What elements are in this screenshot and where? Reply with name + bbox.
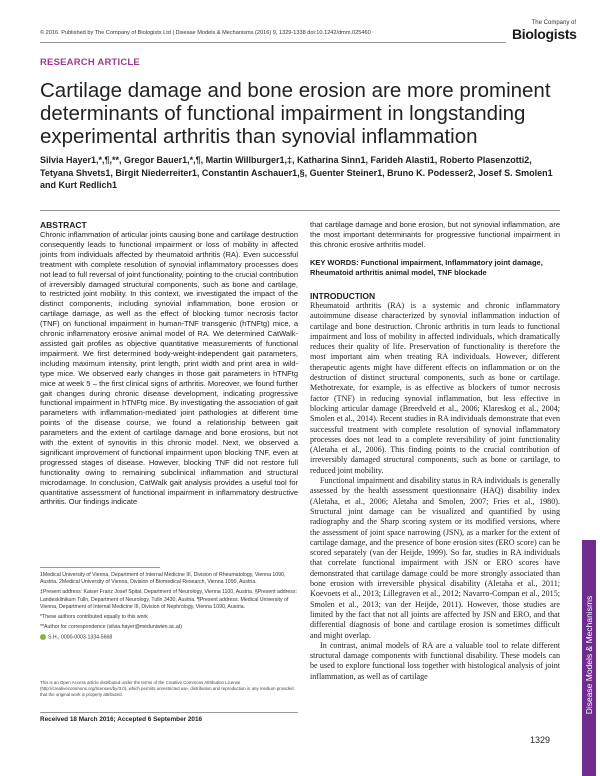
publisher-logo xyxy=(512,20,576,46)
received-rule xyxy=(40,712,298,713)
abstract-continuation: that cartilage damage and bone erosion, but not synovial inflammation, are the most important determinants for progressive functional impairment in this chronic erosive arthritis model. xyxy=(310,220,560,249)
introduction-heading: INTRODUCTION xyxy=(310,291,376,301)
sidebar-label-wrap xyxy=(582,540,596,776)
header-rule xyxy=(40,42,506,43)
article-title: Cartilage damage and bone erosion are more prominent determinants of functional impairment in longstanding experimental arthritis than synovial inflammation xyxy=(40,79,551,148)
logo-line-1: The Company of xyxy=(531,20,576,26)
logo-line-2: Biologists xyxy=(512,26,577,42)
footnote-rule xyxy=(40,567,160,568)
orcid-icon xyxy=(40,634,46,640)
orcid-line xyxy=(40,634,298,642)
equal-contribution-note: *These authors contributed equally to this work xyxy=(40,614,148,621)
received-dates: Received 18 March 2016; Accepted 6 September 2016 xyxy=(40,716,203,723)
abstract-heading: ABSTRACT xyxy=(40,220,87,230)
sidebar-label: Disease Models & Mechanisms xyxy=(584,595,594,715)
intro-paragraph-3: In contrast, animal models of RA are a valuable tool to relate different structural damage components with functional disability. These models can be used to explore functional loss together with histological analysis of joint inflammation, as well as of cartilage xyxy=(310,640,560,681)
intro-paragraph-1: Rheumatoid arthritis (RA) is a systemic and chronic inflammatory autoimmune disease characterized by synovial inflammation induction of cartilage and bone destruction. Chronic arthritis in turn leads to functional impairment and loss of mobility in affected individuals, which dramatically reduces their quality of life. Preservation of functionality is therefore the most important aim when treating RA individuals. However, different therapeutic agents might have different effects on inflammation or on the destruction of distinct structural components, such as bone or cartilage. Methotrexate, for example, is as effective as blockers of tumor necrosis factor (TNF) in reducing synovial inflammation, but less effective in blocking articular damage (Breedveld et al., 2006; Klareskog et al., 2004; Smolen et al., 2014). Recent studies in RA individuals demonstrate that even successful treatment with complete resolution of synovial inflammatory processes does not lead to a complete reversibility of joint functionality (Aletaha et al., 2006). This finding points to the crucial contribution of irreversibly damaged structural components, such as bone or cartilage, to reduced joint mobility. xyxy=(310,301,560,475)
present-addresses: ‡Present address: Kaiser Franz Josef Spital, Department of Neurology, Vienna 1100, Austria. §Present address: Landesklinikum Tulln, Department of Neurology, Tulln 3430, Austria. ¶Present address: Medical University of Vienna, Department of Internal Medicine III, Division of Nephrology, Vienna 1090, Austria. xyxy=(40,589,297,610)
author-list: Silvia Hayer1,*,¶,**, Gregor Bauer1,*,¶, Martin Willburger1,‡, Katharina Sinn1, Farideh Alasti1, Roberto Plasenzotti2, Tetyana Shvets1, Birgit Niederreiter1, Constantin Aschauer1,§, Guenter Steiner1, Bruno K. Podesser2, Josef S. Smolen1 and Kurt Redlich1 xyxy=(40,155,553,190)
section-label: RESEARCH ARTICLE xyxy=(40,57,140,68)
license-text: This is an Open Access article distributed under the terms of the Creative Commons Attribution License (http://creativecommons.org/licenses/by/3.0), which permits unrestricted use, distribution and reproduction in any medium provided that the original work is properly attributed. xyxy=(40,680,294,697)
footnotes xyxy=(40,572,298,645)
introduction-text xyxy=(310,301,560,682)
title-rule xyxy=(40,210,560,211)
keywords: KEY WORDS: Functional impairment, Inflammatory joint damage, Rheumatoid arthritis animal model, TNF blockade xyxy=(310,258,543,277)
correspondence-note: **Author for correspondence (silvia.hayer@meduniwien.ac.at) xyxy=(40,624,182,631)
orcid-text[interactable]: S.H., 0000-0003-1334-5668 xyxy=(48,634,113,641)
page-number: 1329 xyxy=(530,735,551,745)
abstract-text: Chronic inflammation of articular joints causing bone and cartilage destruction consequently leads to functional impairment or loss of mobility in affected joints from individuals affected by rheumatoid arthritis (RA). Even successful treatment with complete resolution of synovial inflammatory processes does not lead to full reversal of joint functionality, pointing to the crucial contribution of irreversibly damaged structural components, such as bone and cartilage, to restricted joint mobility. In this context, we investigated the impact of the distinct components, including synovial inflammation, bone erosion or cartilage damage, as well as the effect of blocking tumor necrosis factor (TNF) on functional impairment in human-TNF transgenic (hTNFtg) mice, a chronic inflammatory erosive animal model of RA. We determined CatWalk-assisted gait profiles as objective quantitative measurements of functional impairment. We first determined body-weight-independent gait parameters, including maximum intensity, print length, print width and print area in wild-type mice. We observed early changes in those gait parameters in hTNFtg mice at week 5 – the first clinical signs of arthritis. Moreover, we found further gait changes during chronic disease development, indicating progressive functional impairment in hTNFtg mice. By investigating the association of gait parameters with inflammation-mediated joint pathologies at different time points of the disease course, we found a relationship between gait parameters and the extent of cartilage damage and bone erosions, but not with the extent of synovitis in this chronic model. Next, we observed a significant improvement of functional impairment upon blocking TNF, even at progressed stages of disease. However, blocking TNF did not restore full functionality owing to remaining subclinical inflammation and structural microdamage. In conclusion, CatWalk gait analysis provides a useful tool for quantitative assessment of functional impairment in inflammatory destructive arthritis. Our findings indicate xyxy=(40,230,298,507)
affiliations: 1Medical University of Vienna, Department of Internal Medicine III, Division of Rheumatology, Vienna 1090, Austria. 2Medical University of Vienna, Division of Biomedical Research, Vienna 1090, Austria. xyxy=(40,572,286,586)
intro-paragraph-2: Functional impairment and disability status in RA individuals is generally assessed by the health assessment questionnaire (HAQ) disability index (Aletaha, et al., 2006; Aletaha and Smolen, 2007; Fries et al., 1980). Structural joint damage can be visualized and quantified by using radiography and the Sharp scoring system or its modified versions, where the assessment of joint space narrowing (JSN), as a marker for the extent of cartilage damage, and the presence of bone erosion sites (ERO score) can be scored separately (van der Heijde, 1999). So far, studies in RA individuals that correlate functional impairment with JSN or ERO scores have demonstrated that cartilage damage could be more strongly associated than bone erosion with irreversible physical disability (Aletaha et al., 2011; Koevoets et al., 2013; Lillegraven et al., 2012; Navarro-Compan et al., 2015; Smolen et al., 2013; van der Heijde, 2011). However, those studies are limited by the fact that not all joints are affected by JSN and ERO, and that differential diagnosis of bone and cartilage erosion is sometimes difficult and might overlap. xyxy=(310,476,560,640)
journal-citation: © 2016. Published by The Company of Biologists Ltd | Disease Models & Mechanisms (2016) 9, 1329-1338 doi:10.1242/dmm.025460 xyxy=(40,30,371,36)
